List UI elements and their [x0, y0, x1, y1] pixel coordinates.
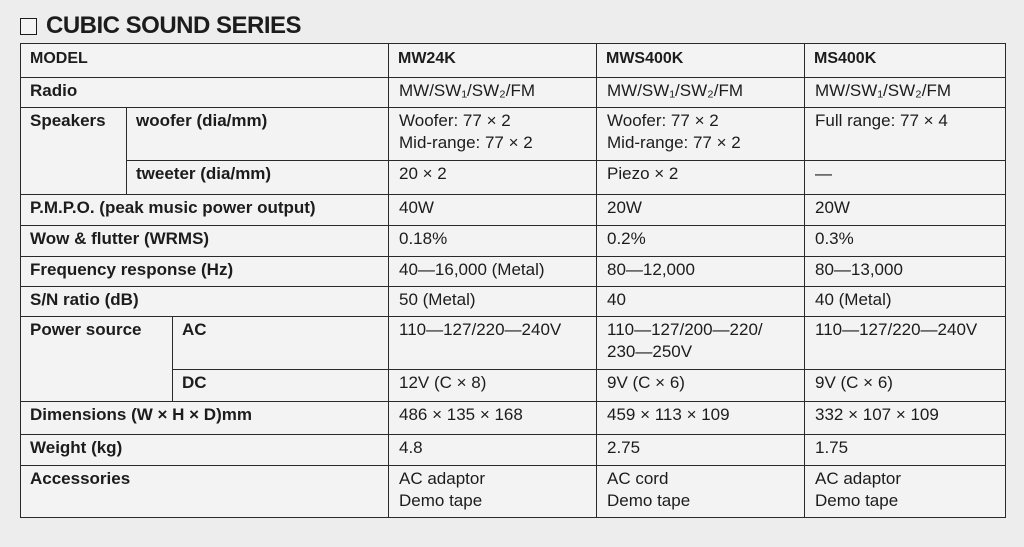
cell: 0.2%: [597, 226, 805, 257]
cell: AC adaptor Demo tape: [389, 466, 597, 518]
cell: 80—13,000: [805, 257, 1006, 287]
row-label: Dimensions (W × H × D)mm: [21, 402, 389, 435]
cell: 110—127/220—240V: [389, 317, 597, 370]
table-row: [21, 317, 1006, 370]
cell: 20W: [597, 195, 805, 226]
row-label: Accessories: [21, 466, 389, 518]
cell: —: [805, 161, 1006, 195]
table-row: [21, 435, 1006, 466]
sub-label: AC: [173, 317, 389, 370]
table-row: [21, 78, 1006, 108]
cell: 459 × 113 × 109: [597, 402, 805, 435]
table-row: [21, 195, 1006, 226]
cell: 80—12,000: [597, 257, 805, 287]
model-name: MS400K: [805, 44, 1006, 78]
row-label: Speakers: [21, 108, 127, 195]
title-text: CUBIC SOUND SERIES: [46, 12, 302, 39]
table-row: [21, 466, 1006, 518]
cell: 0.18%: [389, 226, 597, 257]
cell: 2.75: [597, 435, 805, 466]
cell: 9V (C × 6): [805, 370, 1006, 402]
cell: 4.8: [389, 435, 597, 466]
cell: 12V (C × 8): [389, 370, 597, 402]
cell: 40—16,000 (Metal): [389, 257, 597, 287]
cell: 110—127/200—220/ 230—250V: [597, 317, 805, 370]
cell: AC cord Demo tape: [597, 466, 805, 518]
cell: Woofer: 77 × 2 Mid-range: 77 × 2: [597, 108, 805, 161]
sub-label: tweeter (dia/mm): [127, 161, 389, 195]
table-row-header: [21, 44, 1006, 78]
cell: MW/SW₁/SW₂/FM: [597, 78, 805, 108]
cell: 50 (Metal): [389, 287, 597, 317]
cell: 9V (C × 6): [597, 370, 805, 402]
row-label: Frequency response (Hz): [21, 257, 389, 287]
cell: Piezo × 2: [597, 161, 805, 195]
model-header: MODEL: [21, 44, 389, 78]
sub-label: woofer (dia/mm): [127, 108, 389, 161]
page-title: [20, 12, 301, 40]
cell: 486 × 135 × 168: [389, 402, 597, 435]
sub-label: DC: [173, 370, 389, 402]
cell: 110—127/220—240V: [805, 317, 1006, 370]
spec-table: [20, 43, 1006, 518]
cell: 332 × 107 × 109: [805, 402, 1006, 435]
cell: MW/SW₁/SW₂/FM: [805, 78, 1006, 108]
model-name: MWS400K: [597, 44, 805, 78]
model-name: MW24K: [389, 44, 597, 78]
table-row: [21, 402, 1006, 435]
cell: 40W: [389, 195, 597, 226]
cell: 20 × 2: [389, 161, 597, 195]
cell: 0.3%: [805, 226, 1006, 257]
cell: AC adaptor Demo tape: [805, 466, 1006, 518]
row-label: P.M.P.O. (peak music power output): [21, 195, 389, 226]
cell: 20W: [805, 195, 1006, 226]
table-row: [21, 257, 1006, 287]
row-label: Weight (kg): [21, 435, 389, 466]
table-row: [21, 161, 1006, 195]
row-label: S/N ratio (dB): [21, 287, 389, 317]
row-label: Wow & flutter (WRMS): [21, 226, 389, 257]
cell: 1.75: [805, 435, 1006, 466]
checkbox-icon: [20, 18, 37, 35]
cell: 40: [597, 287, 805, 317]
cell: MW/SW₁/SW₂/FM: [389, 78, 597, 108]
cell: Woofer: 77 × 2 Mid-range: 77 × 2: [389, 108, 597, 161]
table-row: [21, 108, 1006, 161]
row-label: Power source: [21, 317, 173, 402]
table-row: [21, 226, 1006, 257]
row-label: Radio: [21, 78, 389, 108]
table-row: [21, 287, 1006, 317]
cell: 40 (Metal): [805, 287, 1006, 317]
cell: Full range: 77 × 4: [805, 108, 1006, 161]
